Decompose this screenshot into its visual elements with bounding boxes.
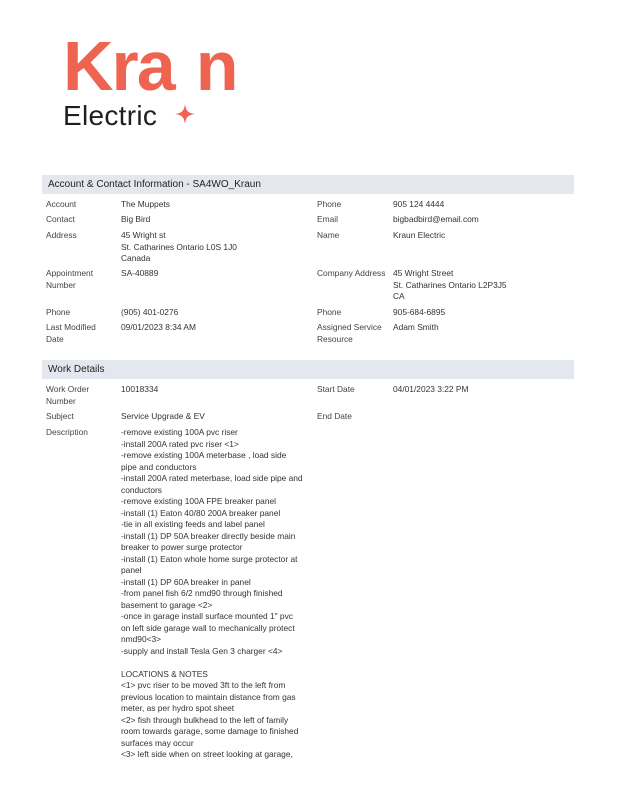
end-date-label: End Date [317,411,352,421]
logo-wordmark [63,27,237,105]
contact-phone-value: 905 124 4444 [393,199,445,209]
account-section-header: Account & Contact Information - SA4WO_Kraun [42,175,574,194]
description-line: nmd90<3> [121,634,162,644]
logo-text-right: n [195,27,237,105]
start-date-value: 04/01/2023 3:22 PM [393,384,469,394]
description-line: -install 200A rated meterbase, load side pipe and [121,473,303,483]
description-line: room towards garage, some damage to finished [121,726,299,736]
company-phone-value: 905-684-6895 [393,307,446,317]
subject-label: Subject [46,411,74,421]
description-line: -remove existing 100A pvc riser [121,427,238,437]
description-line: on left side garage wall to mechanically protect [121,622,295,633]
contact-value: Big Bird [121,214,151,224]
account-label: Account [46,199,77,209]
name-label: Name [317,230,340,240]
contact-label: Contact [46,214,75,224]
email-label: Email [317,214,338,224]
description-line: -install (1) DP 50A breaker directly beside main [121,530,296,541]
last-modified-label: Last Modified Date [46,322,96,344]
start-date-label: Start Date [317,384,355,394]
description-line: previous location to maintain distance from gas [121,691,296,702]
work-order-value: 10018334 [121,384,159,394]
assigned-resource-label: Assigned Service Resource [317,322,382,344]
description-line: basement to garage <2> [121,599,213,610]
description-line: surfaces may occur [121,737,194,748]
address-label: Address [46,230,77,240]
description-line: conductors [121,484,162,495]
description-line: -tie in all existing feeds and label panel [121,519,265,529]
description-line: <3> left side when on street looking at garage, [121,749,293,759]
logo-subtitle: Electric [63,100,158,131]
description-line: -remove existing 100A FPE breaker panel [121,496,277,506]
assigned-resource-value: Adam Smith [393,322,439,332]
company-logo [63,27,237,132]
description-line: -install 200A rated pvc riser <1> [121,438,239,449]
description-line: <2> fish through bulkhead to the left of family [121,714,289,725]
company-address-value: 45 Wright Street St. Catharines Ontario L2P3J5 CA [393,268,507,301]
work-order-label: Work Order Number [46,384,90,406]
appointment-number-value: SA-40889 [121,268,159,278]
company-phone-label: Phone [317,307,342,317]
description-line: -once in garage install surface mounted 1" pvc [121,611,293,621]
description-line: -from panel fish 6/2 nmd90 through finished [121,588,283,598]
description-line: LOCATIONS & NOTES [121,668,208,679]
description-value [121,427,303,761]
description-line: <1> pvc riser to be moved 3ft to the left from [121,680,286,690]
email-value: bigbadbird@email.com [393,214,479,224]
phone-label: Phone [46,307,71,317]
name-value: Kraun Electric [393,230,446,240]
description-line: breaker to power surge protector [121,542,243,552]
logo-text-left: Kra [63,27,174,105]
work-details-header: Work Details [42,360,574,379]
appointment-number-label: Appointment Number [46,268,94,290]
description-line: -remove existing 100A meterbase , load side [121,450,287,460]
phone-value: (905) 401-0276 [121,307,179,317]
description-line [121,657,303,669]
description-line: meter, as per hydro spot sheet [121,703,235,713]
subject-value: Service Upgrade & EV [121,411,205,421]
description-line: -supply and install Tesla Gen 3 charger <4> [121,645,283,656]
description-line: -install (1) Eaton 40/80 200A breaker panel [121,507,281,518]
description-line: panel [121,565,142,575]
description-label: Description [46,427,88,437]
address-value: 45 Wright st St. Catharines Ontario L0S 1J0 Canada [121,230,237,263]
company-address-label: Company Address [317,268,386,278]
description-line: -install (1) Eaton whole home surge protector at [121,553,298,564]
account-value: The Muppets [121,199,170,209]
description-line: pipe and conductors [121,461,197,472]
contact-phone-label: Phone [317,199,342,209]
four-point-star-icon [175,68,195,88]
last-modified-value: 09/01/2023 8:34 AM [121,322,196,332]
description-line: -install (1) DP 60A breaker in panel [121,576,251,587]
